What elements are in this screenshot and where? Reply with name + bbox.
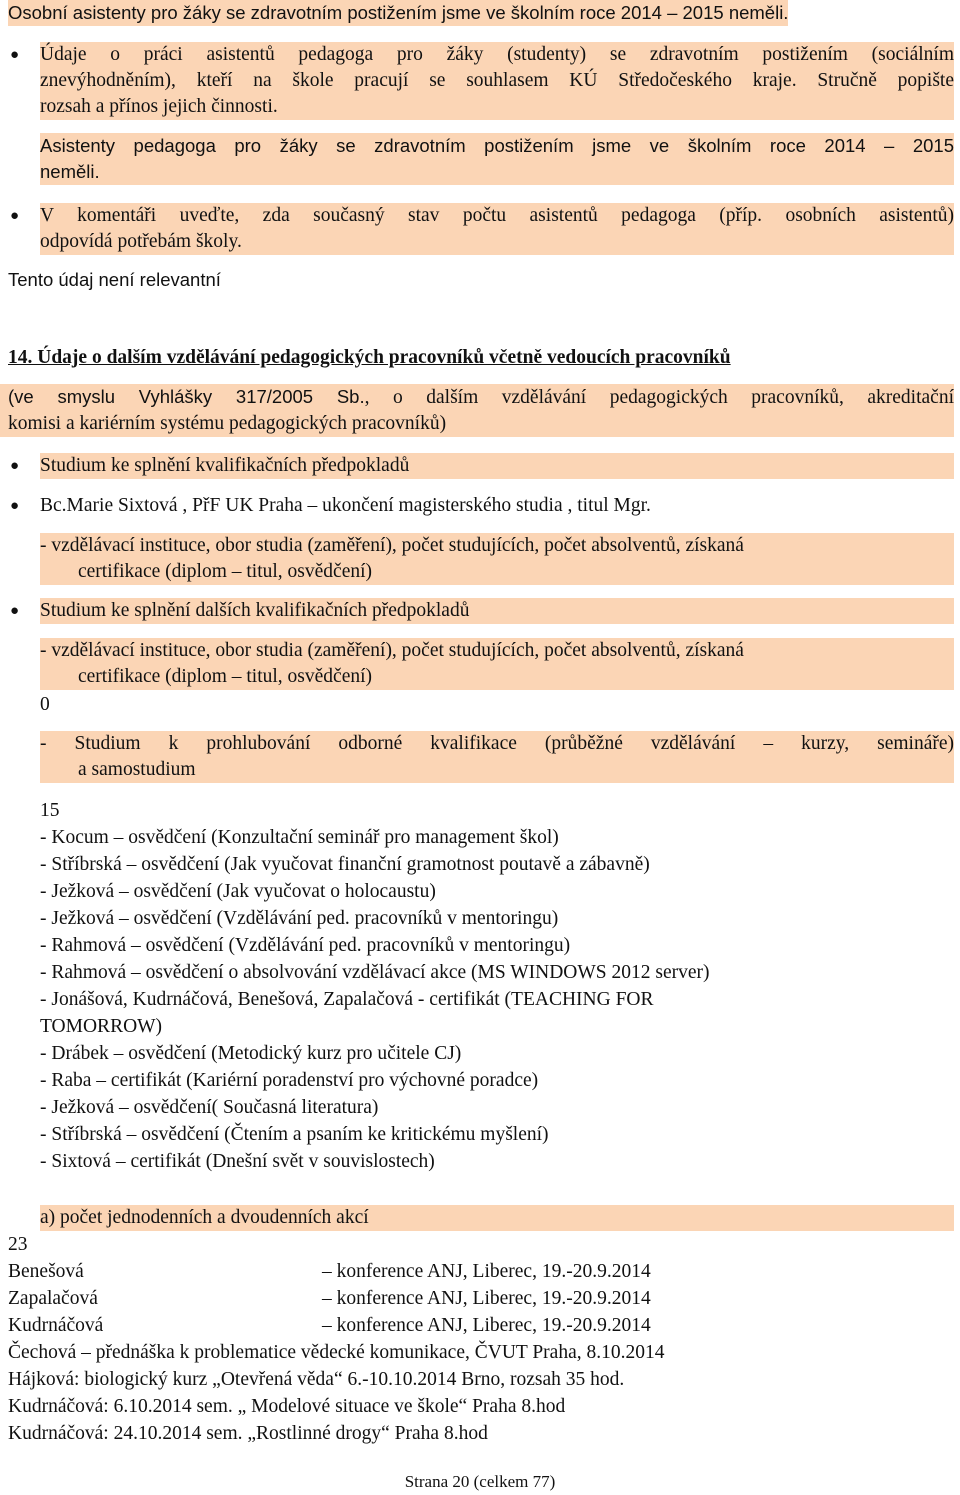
continuing-education-block: - Studium k prohlubování odborné kvalifikace (průběžné vzdělávání – kurzy, semináře) a samostudium <box>40 731 954 783</box>
bullet-dot: ● <box>10 498 20 514</box>
count-zero: 0 <box>40 694 50 715</box>
list-item: - Ježková – osvědčení (Jak vyučovat o holocaustu) <box>40 881 436 902</box>
institution-dash-block-2: - vzdělávací instituce, obor studia (zaměření), počet studujících, počet absolventů, získaná certifikace (diplom – titul, osvědčení) <box>40 638 954 690</box>
list-item: Čechová – přednáška k problematice vědecké komunikace, ČVUT Praha, 8.10.2014 <box>8 1342 665 1363</box>
list-item: - Stříbrská – osvědčení (Čtením a psaním ke kritickému myšlení) <box>40 1124 549 1145</box>
no-personal-assistants-text: Osobní asistenty pro žáky se zdravotním postižením jsme ve školním roce 2014 – 2015 neměli. <box>8 0 788 26</box>
list-item: - Ježková – osvědčení( Současná literatura) <box>40 1097 379 1118</box>
list-item: - Rahmová – osvědčení (Vzdělávání ped. pracovníků v mentoringu) <box>40 935 571 956</box>
list-item: - Raba – certifikát (Kariérní poradenství pro výchovné poradce) <box>40 1070 539 1091</box>
section-14-heading: 14. Údaje o dalším vzdělávání pedagogických pracovníků včetně vedoucích pracovníků <box>8 347 731 368</box>
conference-name: Zapalačová <box>8 1288 98 1309</box>
institution-dash-block-1: - vzdělávací instituce, obor studia (zaměření), počet studujících, počet absolventů, získaná certifikace (diplom – titul, osvědčení) <box>40 533 954 585</box>
list-item: - Ježková – osvědčení (Vzdělávání ped. pracovníků v mentoringu) <box>40 908 559 929</box>
event-list <box>8 1340 954 1448</box>
count-fifteen: 15 <box>40 800 60 821</box>
bullet-dot: ● <box>10 458 20 474</box>
bullet-dot: ● <box>10 603 20 619</box>
bullet-dot: ● <box>10 47 20 63</box>
list-item: - Sixtová – certifikát (Dnešní svět v souvislostech) <box>40 1151 435 1172</box>
page-footer: Strana 20 (celkem 77) <box>404 1472 556 1491</box>
assistant-question-block: Údaje o práci asistentů pedagoga pro žáky (studenty) se zdravotním postižením (sociálním znevýhodněním), kteří na škole pracují se souhlasem KÚ Středočeského kraje. Stručně popište rozsah a přínos jejich činnosti. <box>40 42 954 120</box>
certificate-list <box>40 825 954 1176</box>
list-item: - Drábek – osvědčení (Metodický kurz pro učitele CJ) <box>40 1043 462 1064</box>
not-relevant-answer: Tento údaj není relevantní <box>8 269 221 290</box>
assistant-answer: Asistenty pedagoga pro žáky se zdravotním postižením jsme ve školním roce 2014 – 2015 neměli. <box>40 133 954 185</box>
list-item: TOMORROW) <box>40 1016 163 1037</box>
list-item: - Jonášová, Kudrnáčová, Benešová, Zapalačová - certifikát (TEACHING FOR <box>40 989 654 1010</box>
further-qualification-heading: Studium ke splnění dalších kvalifikačních předpokladů <box>40 598 954 624</box>
list-item: Hájková: biologický kurz „Otevřená věda“ 6.-10.10.2014 Brno, rozsah 35 hod. <box>8 1369 625 1390</box>
list-item: - Rahmová – osvědčení o absolvování vzdělávací akce (MS WINDOWS 2012 server) <box>40 962 710 983</box>
list-item: - Stříbrská – osvědčení (Jak vyučovat finanční gramotnost poutavě a zábavně) <box>40 854 650 875</box>
list-item: - Kocum – osvědčení (Konzultační seminář pro management škol) <box>40 827 559 848</box>
conference-event: – konference ANJ, Liberec, 19.-20.9.2014 <box>322 1261 651 1282</box>
conference-name: Kudrnáčová <box>8 1315 104 1336</box>
list-item: Kudrnáčová: 24.10.2014 sem. „Rostlinné drogy“ Praha 8.hod <box>8 1423 488 1444</box>
section-14-intro: (ve smyslu Vyhlášky 317/2005 Sb., o dalším vzdělávání pedagogických pracovníků, akreditační komisi a kariérním systému pedagogických pracovníků) <box>0 384 954 437</box>
list-item: Kudrnáčová: 6.10.2014 sem. „ Modelové situace ve škole“ Praha 8.hod <box>8 1396 566 1417</box>
sixtova-degree-entry: Bc.Marie Sixtová , PřF UK Praha – ukončení magisterského studia , titul Mgr. <box>40 495 651 516</box>
conference-event: – konference ANJ, Liberec, 19.-20.9.2014 <box>322 1288 651 1309</box>
qualification-study-heading: Studium ke splnění kvalifikačních předpokladů <box>40 453 954 479</box>
count-twenty-three: 23 <box>8 1234 28 1255</box>
bullet-dot: ● <box>10 208 20 224</box>
assistant-comment-question: V komentáři uveďte, zda současný stav počtu asistentů pedagoga (příp. osobních asistentů) odpovídá potřebám školy. <box>40 203 954 255</box>
subsection-a-heading: a) počet jednodenních a dvoudenních akcí <box>40 1205 954 1231</box>
conference-event: – konference ANJ, Liberec, 19.-20.9.2014 <box>322 1315 651 1336</box>
conference-name: Benešová <box>8 1261 84 1282</box>
